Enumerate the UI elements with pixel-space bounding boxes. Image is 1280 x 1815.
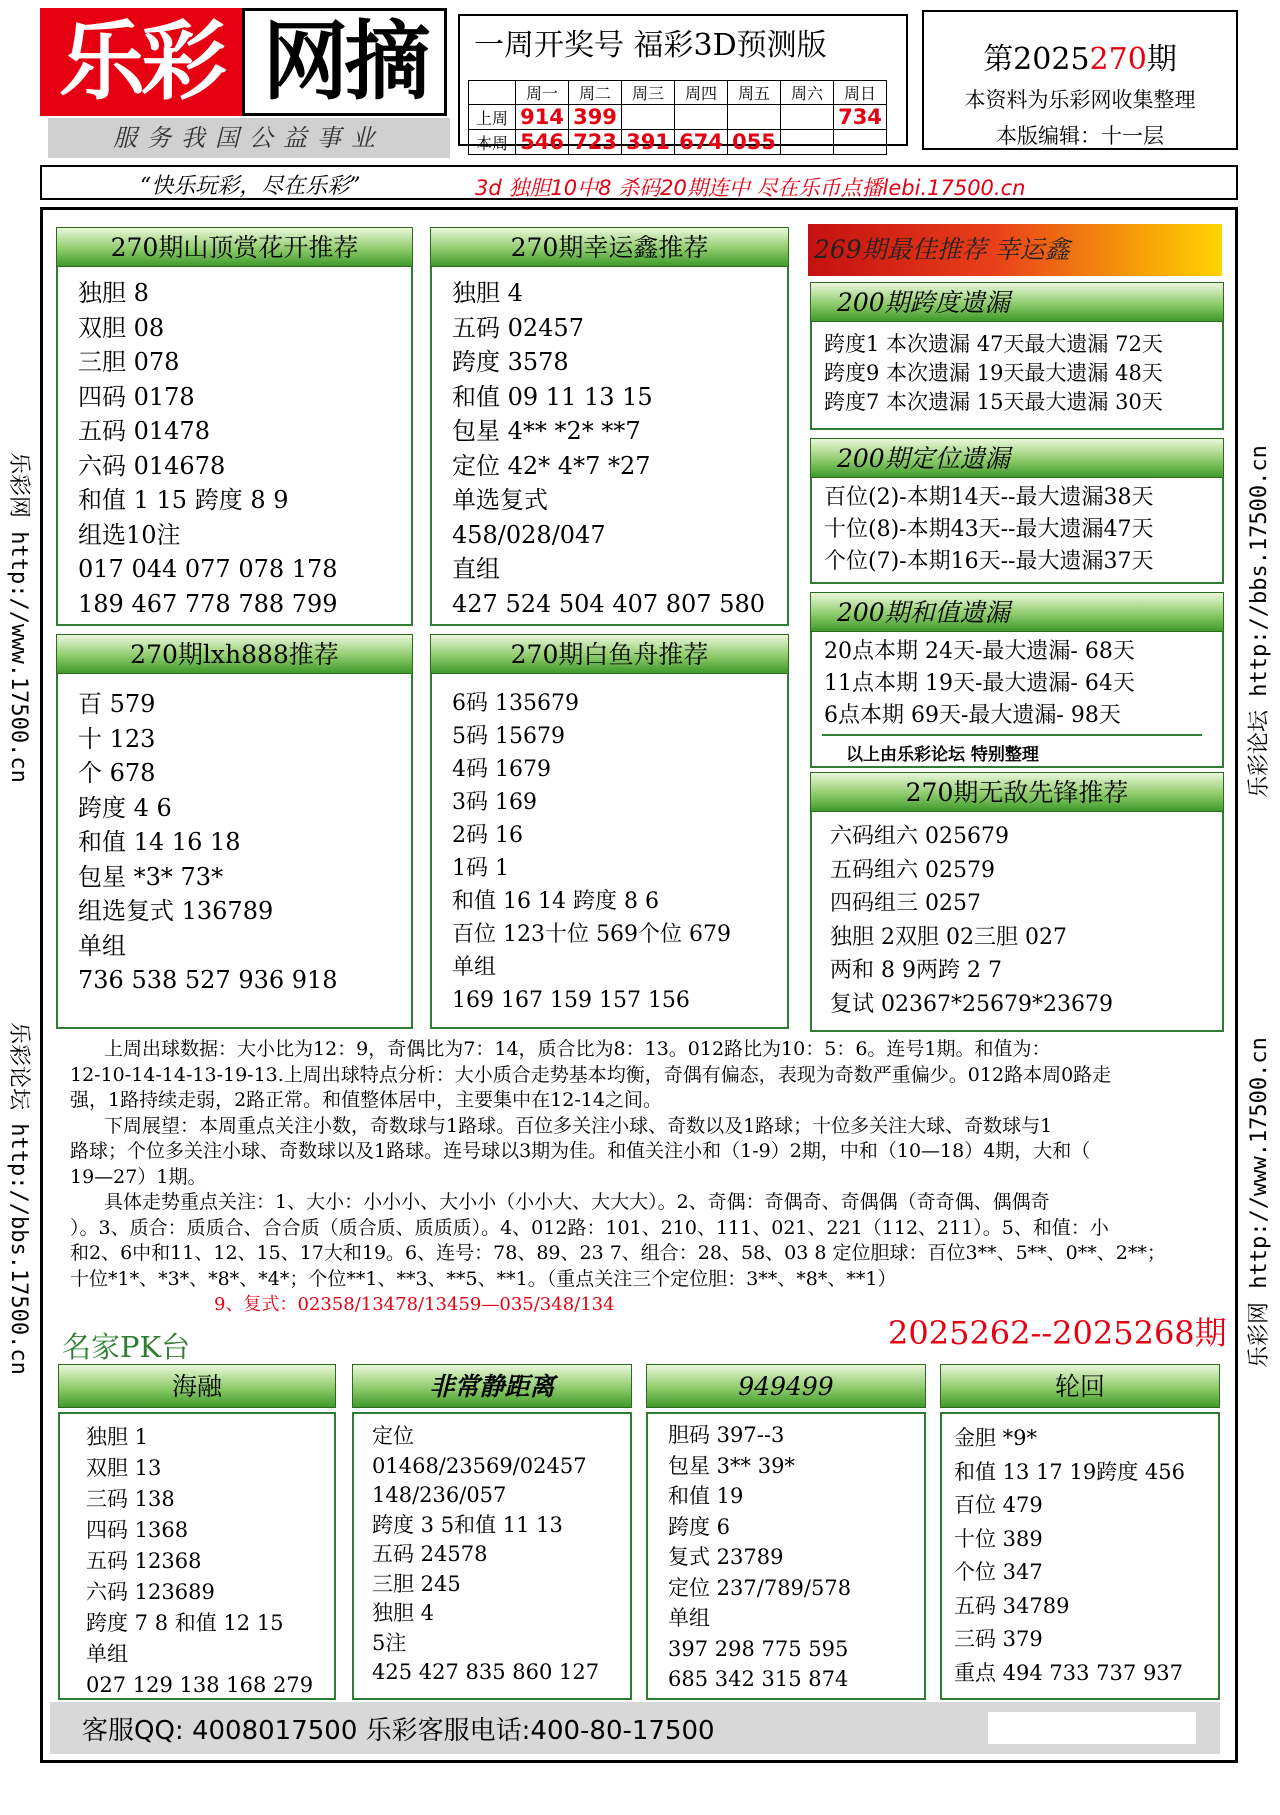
draw-number: 055	[728, 130, 781, 155]
pk-title-1: 海融	[58, 1364, 336, 1408]
issue-panel	[922, 10, 1238, 150]
slogan: 服务我国公益事业	[48, 118, 450, 158]
draw-number	[728, 105, 781, 130]
recommend-lines: 独胆 4 五码 02457 跨度 3578 和值 09 11 13 15 包星 4** *2* **7 定位 42* 4*7 *27 单选复式 458/028/047 直组 427 524 504 407 807 580	[452, 279, 765, 618]
side-text-right-bottom[interactable]: 乐彩网 http://www.17500.cn	[1247, 1037, 1272, 1368]
banner-quote: “快乐玩彩，尽在乐彩”	[140, 174, 361, 199]
pk-box-2	[352, 1412, 632, 1700]
day-header: 周五	[728, 81, 781, 105]
day-header: 周一	[516, 81, 569, 105]
best-recommend-header: 269期最佳推荐 幸运鑫	[808, 224, 1222, 276]
weekly-draw-title: 一周开奖号 福彩3D预测版	[474, 28, 827, 63]
side-text-left-bottom[interactable]: 乐彩论坛 http://bbs.17500.cn	[6, 1022, 31, 1375]
kuadu-title: 200期跨度遗漏	[810, 282, 1224, 322]
hezhi-box	[810, 628, 1224, 768]
logo-right-text: 网摘	[242, 8, 447, 116]
issue-editor: 本版编辑：十一层	[996, 124, 1164, 148]
draw-number: 734	[834, 105, 887, 130]
draw-number: 914	[516, 105, 569, 130]
hezhi-lines: 20点本期 24天-最大遗漏- 68天 11点本期 19天-最大遗漏- 64天 6点本期 69天-最大遗漏- 98天	[824, 639, 1135, 728]
hezhi-note: 以上由乐彩论坛 特别整理	[846, 745, 1039, 765]
recommend-box-3	[56, 665, 413, 1029]
pk-lines: 胆码 397--3 包星 3** 39* 和值 19 跨度 6 复式 23789 定位 237/789/578 单组 397 298 775 595 685 342 315 874	[668, 1423, 852, 1691]
wudi-title: 270期无敌先锋推荐	[810, 772, 1224, 812]
analysis-text: 上周出球数据：大小比为12：9，奇偶比为7：14，质合比为8：13。012路比为10：5：6。连号1期。和值为： 12-10-14-14-13-19-13.上周出球特点分析：大小质合走势基本均衡，奇偶有偏态，表现为奇数严重偏少。012路本周0路走 强，1路持续走弱，2路正常。和值整体居中，主要集中在12-14之间。 下周展望：本周重点关注小数，奇数球与1路球。百位多关注小球、奇数以及1路球；十位多关注大球、奇数球与1 路球；个位多关注小球、奇数球以及1路球。连号球以3期为佳。和值关注小和（1-9）2期，中和（10—18）4期，大和（ 19—27）1期。 具体走势重点关注：1、大小：小小小、大小小（小小大、大大大）。2、奇偶：奇偶奇、奇偶偶（奇奇偶、偶偶奇 ）。3、质合：质质合、合合质（质合质、质质质）。4、012路：101、210、111、021、221（112、211）。5、和值：小 和2、6中和11、12、15、17大和19。6、连号：78、89、23 7、组合：28、58、03 8 定位胆球：百位3**、5**、0**、2**； 十位*1*、*3*、*8*、*4*；个位**1、**3、**5、**1。（重点关注三个定位胆：3**、*8*、**1） 9、复式：02358/13478/13459—035/348/134	[70, 1038, 1166, 1315]
draw-number: 399	[569, 105, 622, 130]
recommend-box-2	[430, 262, 789, 626]
day-header: 周六	[781, 81, 834, 105]
draw-number	[834, 130, 887, 155]
draw-number: 723	[569, 130, 622, 155]
side-text-right-top[interactable]: 乐彩论坛 http://bbs.17500.cn	[1247, 445, 1272, 798]
recommend-box-1	[56, 262, 413, 626]
recommend-title-2: 270期幸运鑫推荐	[430, 227, 789, 267]
recommend-title-3: 270期lxh888推荐	[56, 634, 413, 674]
pk-box-4	[940, 1412, 1220, 1700]
this-week-label: 本周	[469, 130, 516, 155]
dingwei-title: 200期定位遗漏	[810, 438, 1224, 478]
wudi-box	[810, 808, 1224, 1032]
recommend-lines: 6码 135679 5码 15679 4码 1679 3码 169 2码 16 1码 1 和值 16 14 跨度 8 6 百位 123十位 569个位 679 单组 169 167 159 157 156	[452, 691, 731, 1013]
issue-note: 本资料为乐彩网收集整理	[964, 88, 1196, 112]
side-text-left-top[interactable]: 乐彩网 http://www.17500.cn	[6, 452, 31, 783]
day-header: 周日	[834, 81, 887, 105]
pk-title-4: 轮回	[940, 1364, 1220, 1408]
draw-number	[675, 105, 728, 130]
draw-number	[781, 130, 834, 155]
recommend-lines: 百 579 十 123 个 678 跨度 4 6 和值 14 16 18 包星 *3* 73* 组选复式 136789 单组 736 538 527 936 918	[78, 690, 338, 994]
footer-bar	[50, 1702, 1220, 1754]
pk-lines: 定位 01468/23569/02457 148/236/057 跨度 3 5和值 11 13 五码 24578 三胆 245 独胆 4 5注 425 427 835 860 127	[372, 1424, 600, 1684]
mingjia-label: 名家PK台	[62, 1330, 191, 1364]
day-header: 周四	[675, 81, 728, 105]
recommend-title-4: 270期白鱼舟推荐	[430, 634, 789, 674]
day-header: 周三	[622, 81, 675, 105]
pk-box-1	[58, 1412, 336, 1700]
wudi-lines: 六码组六 025679 五码组六 02579 四码组三 0257 独胆 2双胆 02三胆 027 两和 8 9两跨 2 7 复试 02367*25679*23679	[830, 824, 1113, 1017]
recommend-title-1: 270期山顶赏花开推荐	[56, 227, 413, 267]
recommend-lines: 独胆 8 双胆 08 三胆 078 四码 0178 五码 01478 六码 014678 和值 1 15 跨度 8 9 组选10注 017 044 077 078 178 189 467 778 788 799	[78, 279, 338, 618]
pk-title-2: 非常静距离	[352, 1364, 632, 1408]
draw-number: 546	[516, 130, 569, 155]
draw-number: 674	[675, 130, 728, 155]
pk-title-3: 949499	[646, 1364, 926, 1408]
promo-banner	[40, 165, 1238, 200]
draw-number: 391	[622, 130, 675, 155]
banner-promo-link[interactable]: 3d 独胆10中8 杀码20期连中 尽在乐币点播lebi.17500.cn	[475, 176, 1026, 200]
site-logo	[40, 8, 447, 116]
weekly-draw-table	[468, 80, 887, 155]
kuadu-lines: 跨度1 本次遗漏 47天最大遗漏 72天 跨度9 本次遗漏 19天最大遗漏 48天 跨度7 本次遗漏 15天最大遗漏 30天	[824, 332, 1163, 414]
footer-blank-field	[988, 1712, 1196, 1744]
weekly-draw-panel	[458, 14, 908, 154]
draw-number	[781, 105, 834, 130]
recommend-box-4	[430, 665, 789, 1029]
period-range: 2025262--2025268期	[888, 1314, 1227, 1352]
pk-lines: 金胆 *9* 和值 13 17 19跨度 456 百位 479 十位 389 个位 347 五码 34789 三码 379 重点 494 733 737 937	[954, 1426, 1185, 1685]
dingwei-box	[810, 474, 1224, 584]
hezhi-title: 200期和值遗漏	[810, 592, 1224, 632]
dingwei-lines: 百位(2)-本期14天--最大遗漏38天 十位(8)-本期43天--最大遗漏47天 个位(7)-本期16天--最大遗漏37天	[824, 485, 1154, 574]
draw-number	[622, 105, 675, 130]
last-week-label: 上周	[469, 105, 516, 130]
issue-number: 第2025270期	[983, 42, 1177, 77]
kuadu-box	[810, 318, 1224, 430]
logo-left-text: 乐彩	[40, 8, 242, 116]
pk-box-3	[646, 1412, 926, 1700]
day-header: 周二	[569, 81, 622, 105]
hezhi-divider	[822, 734, 1202, 736]
footer-contact: 客服QQ: 4008017500 乐彩客服电话:400-80-17500	[82, 1716, 715, 1746]
pk-lines: 独胆 1 双胆 13 三码 138 四码 1368 五码 12368 六码 123689 跨度 7 8 和值 12 15 单组 027 129 138 168 279	[86, 1425, 314, 1697]
